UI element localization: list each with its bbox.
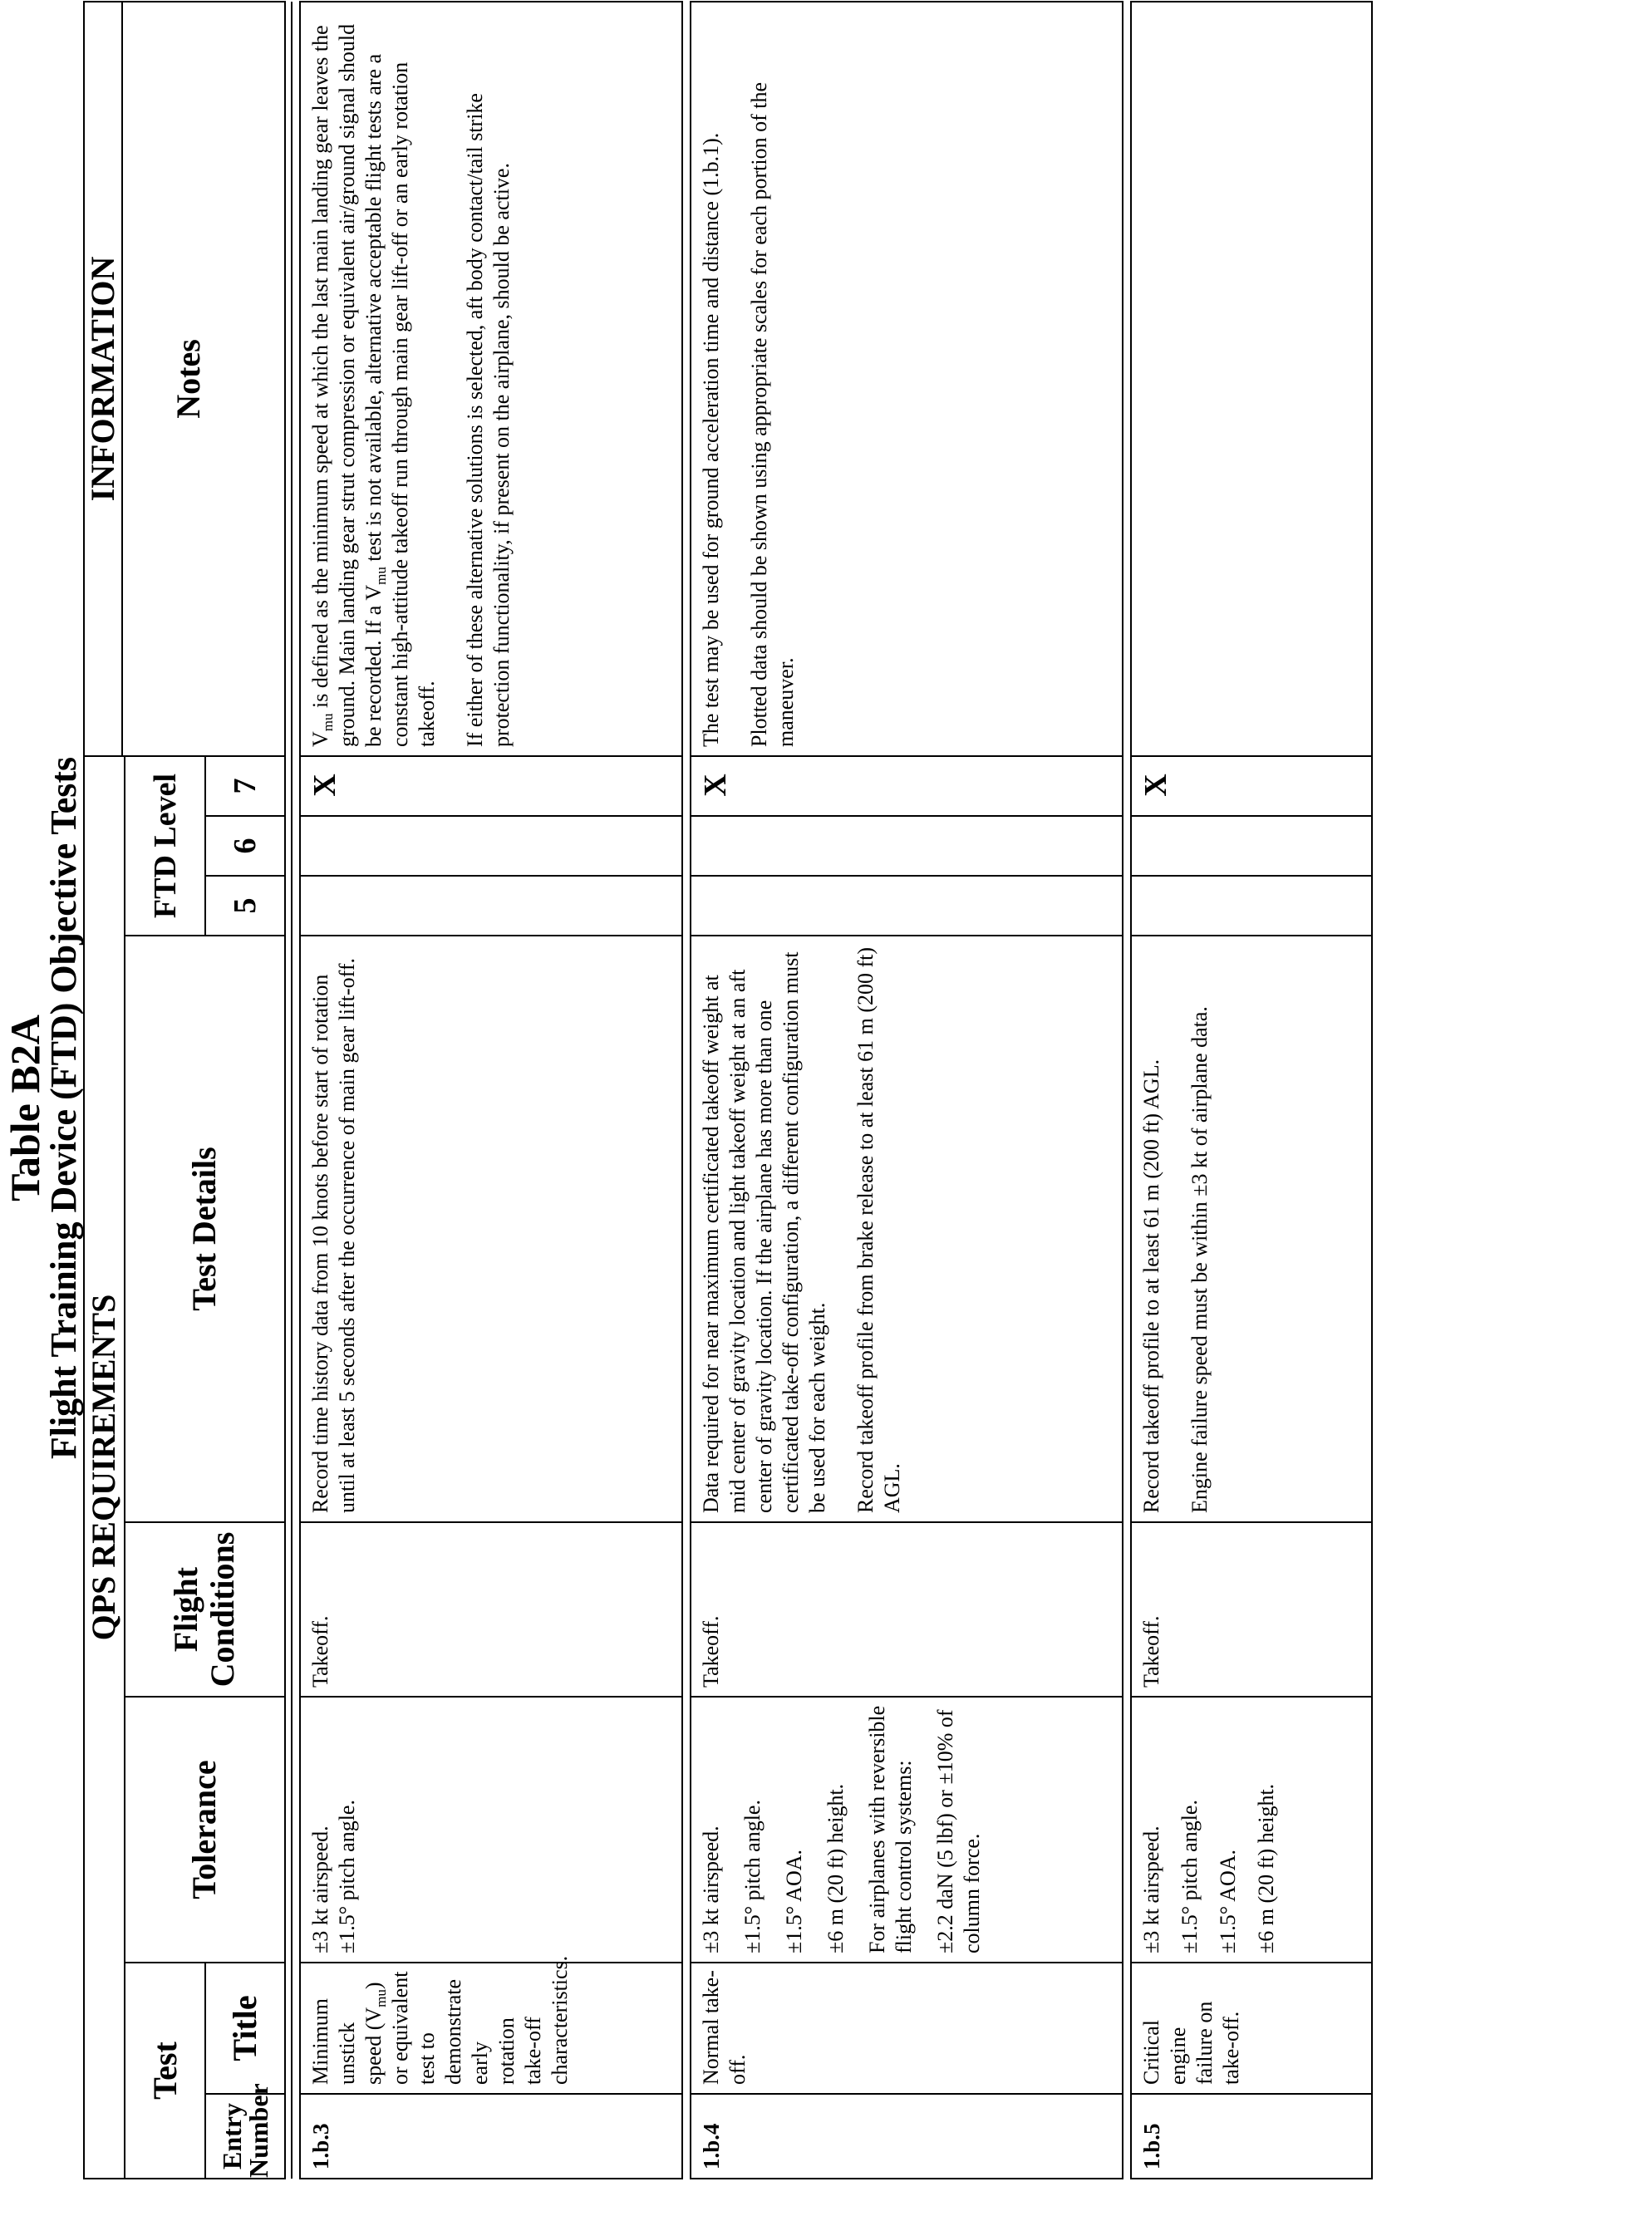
- level-6-header: 6: [205, 816, 285, 876]
- level-7-header: 7: [205, 756, 285, 816]
- test-title: Normal take-off.: [691, 1963, 1123, 2094]
- note-paragraph: $V_{mu}$ is defined as the minimum speed at which the last main landing gear leaves the ground. Main landing gear strut compression or equivalent air/ground signal should be recorded. If a $V_{mu}$ test is not available, alternative acceptable flight tests are a constant high-attitude takeoff run through main gear lift-off or an early rotation takeoff.: [308, 23, 439, 747]
- table-spacer-row: [1123, 2, 1131, 2179]
- level-5-mark: [691, 876, 1123, 936]
- table-row: [691, 2, 1123, 2179]
- test-details-cell: Data required for near maximum certificated takeoff weight at mid center of gravity location and light takeoff weight at an aft center of gravity location. If the airplane has more than one certificated take-off configuration, a different configuration must be used for each weight. Record takeoff profile from brake release to at least 61 m (200 ft) AGL.: [691, 936, 1123, 1522]
- notes-cell: [1131, 2, 1372, 756]
- test-details-header: Test Details: [125, 936, 285, 1522]
- note-paragraph: If either of these alternative solutions is selected, aft body contact/tail strike protection functionality, if present on the airplane, should be active.: [463, 93, 514, 747]
- entry-number: 1.b.4: [691, 2094, 1123, 2179]
- level-6-mark: [1131, 816, 1372, 876]
- tolerance-cell: ±3 kt airspeed. ±1.5° pitch angle. ±1.5° AOA. ±6 m (20 ft) height.: [1131, 1697, 1372, 1963]
- tolerance-cell: ±3 kt airspeed. ±1.5° pitch angle. ±1.5° AOA. ±6 m (20 ft) height. For airplanes with reversible flight control systems: ±2.2 daN (5 lbf) or ±10% of column force.: [691, 1697, 1123, 1963]
- information-header: [84, 2, 285, 756]
- note-paragraph: The test may be used for ground acceleration time and distance (1.b.1).: [699, 132, 723, 747]
- table-title: Table B2A: [2, 1015, 48, 1201]
- title-header: Title: [205, 1963, 285, 2094]
- flight-conditions-cell: Takeoff.: [691, 1522, 1123, 1697]
- entry-number-header: Entry Number: [205, 2094, 285, 2179]
- tolerance-header: Tolerance: [125, 1697, 285, 1963]
- note-paragraph: Plotted data should be shown using appropriate scales for each portion of the maneuver.: [747, 81, 798, 747]
- test-title: Critical engine failure on take-off.: [1131, 1963, 1372, 2094]
- flight-conditions-cell: Takeoff.: [300, 1522, 682, 1697]
- table-subtitle: Flight Training Device (FTD) Objective Tests: [43, 756, 84, 1460]
- table-row: [1131, 2, 1372, 2179]
- information-label: INFORMATION: [85, 2, 123, 755]
- entry-number: 1.b.3: [300, 2094, 682, 2179]
- level-6-mark: [300, 816, 682, 876]
- test-details-cell: Record time history data from 10 knots before start of rotation until at least 5 seconds after the occurrence of main gear lift-off.: [300, 936, 682, 1522]
- entry-number: 1.b.5: [1131, 2094, 1372, 2179]
- ftd-level-header: FTD Level: [125, 756, 206, 936]
- flight-conditions-cell: Takeoff.: [1131, 1522, 1372, 1697]
- level-7-mark: X: [1131, 756, 1372, 816]
- table-spacer-row: [682, 2, 691, 2179]
- table-spacer-row: [292, 2, 300, 2179]
- level-5-mark: [300, 876, 682, 936]
- notes-header: Notes: [170, 339, 207, 419]
- qps-requirements-header: QPS REQUIREMENTS: [84, 756, 125, 2179]
- test-title: Minimum unstick speed $(V_{mu})$ or equivalent test to demonstrate early rotation take-off characteristics.: [300, 1963, 682, 2094]
- tolerance-cell: ±3 kt airspeed. ±1.5° pitch angle.: [300, 1697, 682, 1963]
- notes-cell: [691, 2, 1123, 756]
- level-5-header: 5: [205, 876, 285, 936]
- column-header-table: [83, 1, 286, 2179]
- test-header: Test: [125, 1963, 206, 2179]
- level-7-mark: X: [300, 756, 682, 816]
- test-details-cell: Record takeoff profile to at least 61 m (200 ft) AGL. Engine failure speed must be within ±3 kt of airplane data.: [1131, 936, 1372, 1522]
- level-6-mark: [691, 816, 1123, 876]
- flight-conditions-header: Flight Conditions: [125, 1522, 285, 1697]
- table-row: [300, 2, 682, 2179]
- notes-cell: [300, 2, 682, 756]
- objective-tests-table: [291, 1, 1373, 2179]
- level-5-mark: [1131, 876, 1372, 936]
- level-7-mark: X: [691, 756, 1123, 816]
